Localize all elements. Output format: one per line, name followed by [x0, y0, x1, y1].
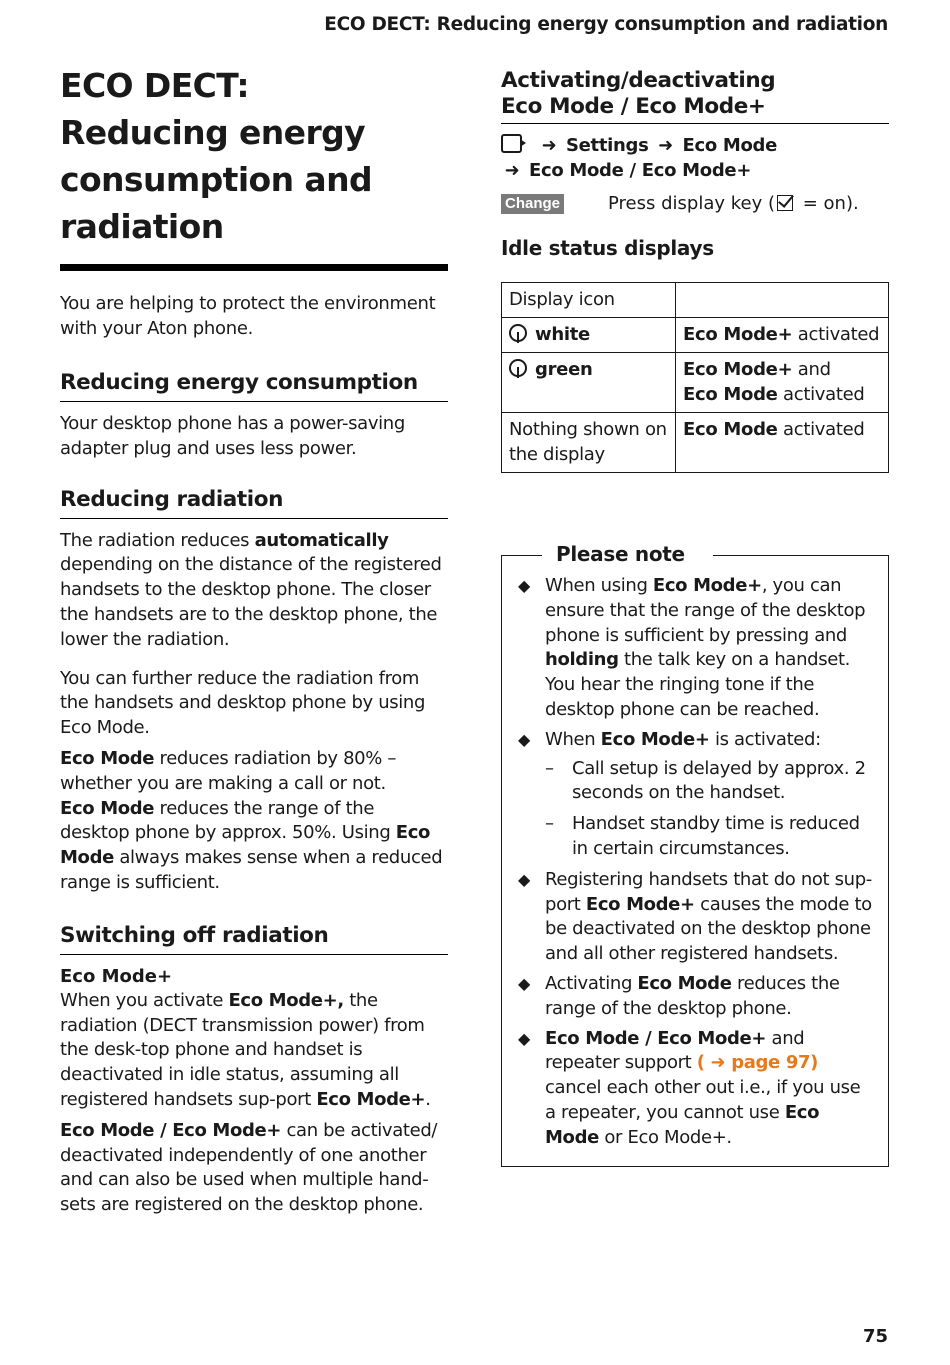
eco-antenna-icon	[509, 359, 527, 377]
menu-path	[501, 133, 889, 183]
list-item: ◆ When Eco Mode+ is activated: – Call setup is delayed by approx. 2 seconds on the handset. – Handset standby time is reduced in certain circumstances.	[518, 728, 876, 862]
change-softkey: Change	[501, 194, 564, 214]
eco-antenna-icon	[509, 324, 527, 342]
change-text: Press display key ( = on).	[608, 193, 859, 214]
table-header-cell	[676, 283, 889, 318]
table-row	[502, 318, 889, 353]
list-item: ◆ Activating Eco Mode reduces the range of the desktop phone.	[518, 972, 840, 1019]
path-step-settings: Settings	[565, 135, 649, 156]
table-row	[502, 283, 889, 318]
path-step-eco-mode-option: Eco Mode / Eco Mode+	[528, 160, 752, 181]
eco-mode-plus-subhead: Eco Mode+	[60, 965, 173, 987]
arrow-icon: ➜	[504, 160, 520, 181]
list-item: ◆ When using Eco Mode+, you can ensure that the range of the desktop phone is sufficient by pressing and holding the talk key on a handset. You hear the ringing tone if the desktop phone can be reached.	[518, 575, 866, 720]
path-step-eco-mode: Eco Mode	[682, 135, 778, 156]
list-item: ◆ Registering handsets that do not sup-port Eco Mode+ causes the mode to be deactivated on the desktop phone and all other registered handsets.	[518, 868, 872, 965]
diamond-bullet-icon: ◆	[518, 729, 530, 749]
switching-paragraph-1: When you activate Eco Mode+, the radiation (DECT transmission power) from the desk-top phone and handset is deactivated in idle status, assuming all registered handsets sup-port Eco Mode+.	[60, 989, 431, 1110]
diamond-bullet-icon: ◆	[518, 1028, 530, 1048]
sub-list	[545, 757, 876, 862]
chapter-title-line: consumption and	[60, 160, 372, 199]
table-cell: green	[502, 353, 676, 413]
section-title-radiation: Reducing radiation	[60, 486, 448, 519]
section-title-energy: Reducing energy consumption	[60, 369, 448, 402]
list-item: ◆ Eco Mode / Eco Mode+ and repeater support ( ➜ page 97) cancel each other out i.e., if you use a repeater, you cannot use Eco Mode or Eco Mode+.	[518, 1027, 861, 1148]
radiation-paragraph-2: You can further reduce the radiation from the handsets and desktop phone by using Eco Mode.	[60, 667, 426, 739]
page-number: 75	[862, 1326, 888, 1347]
change-instruction	[501, 191, 889, 216]
diamond-bullet-icon: ◆	[518, 576, 530, 595]
page-reference-link[interactable]: ( ➜ page 97)	[696, 1052, 819, 1074]
chapter-title-line: ECO DECT:	[60, 66, 249, 105]
intro-text: You are helping to protect the environment with your Aton phone.	[60, 293, 436, 339]
table-row	[502, 413, 889, 473]
sub-list-item: – Call setup is delayed by approx. 2 seconds on the handset.	[545, 757, 866, 804]
diamond-bullet-icon: ◆	[518, 869, 530, 889]
sub-list-item: – Handset standby time is reduced in certain circumstances.	[545, 813, 860, 859]
table-header-cell: Display icon	[502, 283, 676, 318]
chapter-title-line: radiation	[60, 207, 224, 246]
checkbox-checked-icon	[777, 195, 793, 211]
idle-status-table	[501, 282, 889, 473]
running-header: ECO DECT: Reducing energy consumption and radiation	[324, 14, 888, 35]
table-cell: Eco Mode activated	[676, 413, 889, 473]
activate-section-title: Activating/deactivating Eco Mode / Eco Mode+	[501, 68, 889, 124]
left-column	[60, 62, 448, 1218]
chapter-title	[60, 62, 448, 271]
energy-text: Your desktop phone has a power-saving adapter plug and uses less power.	[60, 413, 405, 459]
radiation-paragraph-3: Eco Mode reduces radiation by 80% – whether you are making a call or not. Eco Mode reduces the range of the desktop phone by approx. 50%. Using Eco Mode always makes sense when a reduced range is sufficient.	[60, 747, 443, 893]
table-cell: white	[502, 318, 676, 353]
switching-paragraph-2: Eco Mode / Eco Mode+ can be activated/ deactivated independently of one another and can also be used when multiple hand-sets are registered on the desktop phone.	[60, 1119, 438, 1216]
menu-key-icon	[501, 134, 522, 153]
table-row	[502, 353, 889, 413]
chapter-title-line: Reducing energy	[60, 113, 366, 152]
please-note-box	[501, 542, 889, 1167]
please-note-title: Please note	[542, 541, 713, 567]
diamond-bullet-icon: ◆	[518, 973, 530, 993]
table-cell: Nothing shown on the display	[502, 413, 676, 473]
idle-status-title: Idle status displays	[501, 236, 714, 260]
note-list	[518, 574, 876, 1151]
table-cell: Eco Mode+ activated	[676, 318, 889, 353]
radiation-paragraph-1: The radiation reduces automatically depending on the distance of the registered handsets to the desktop phone. The closer the handsets are to the desktop phone, the lower the radiation.	[60, 529, 442, 650]
arrow-icon: ➜	[658, 135, 673, 156]
arrow-icon: ➜	[541, 135, 557, 156]
section-title-switching: Switching off radiation	[60, 922, 448, 955]
table-cell: Eco Mode+ and Eco Mode activated	[676, 353, 889, 413]
right-column	[501, 68, 889, 1167]
